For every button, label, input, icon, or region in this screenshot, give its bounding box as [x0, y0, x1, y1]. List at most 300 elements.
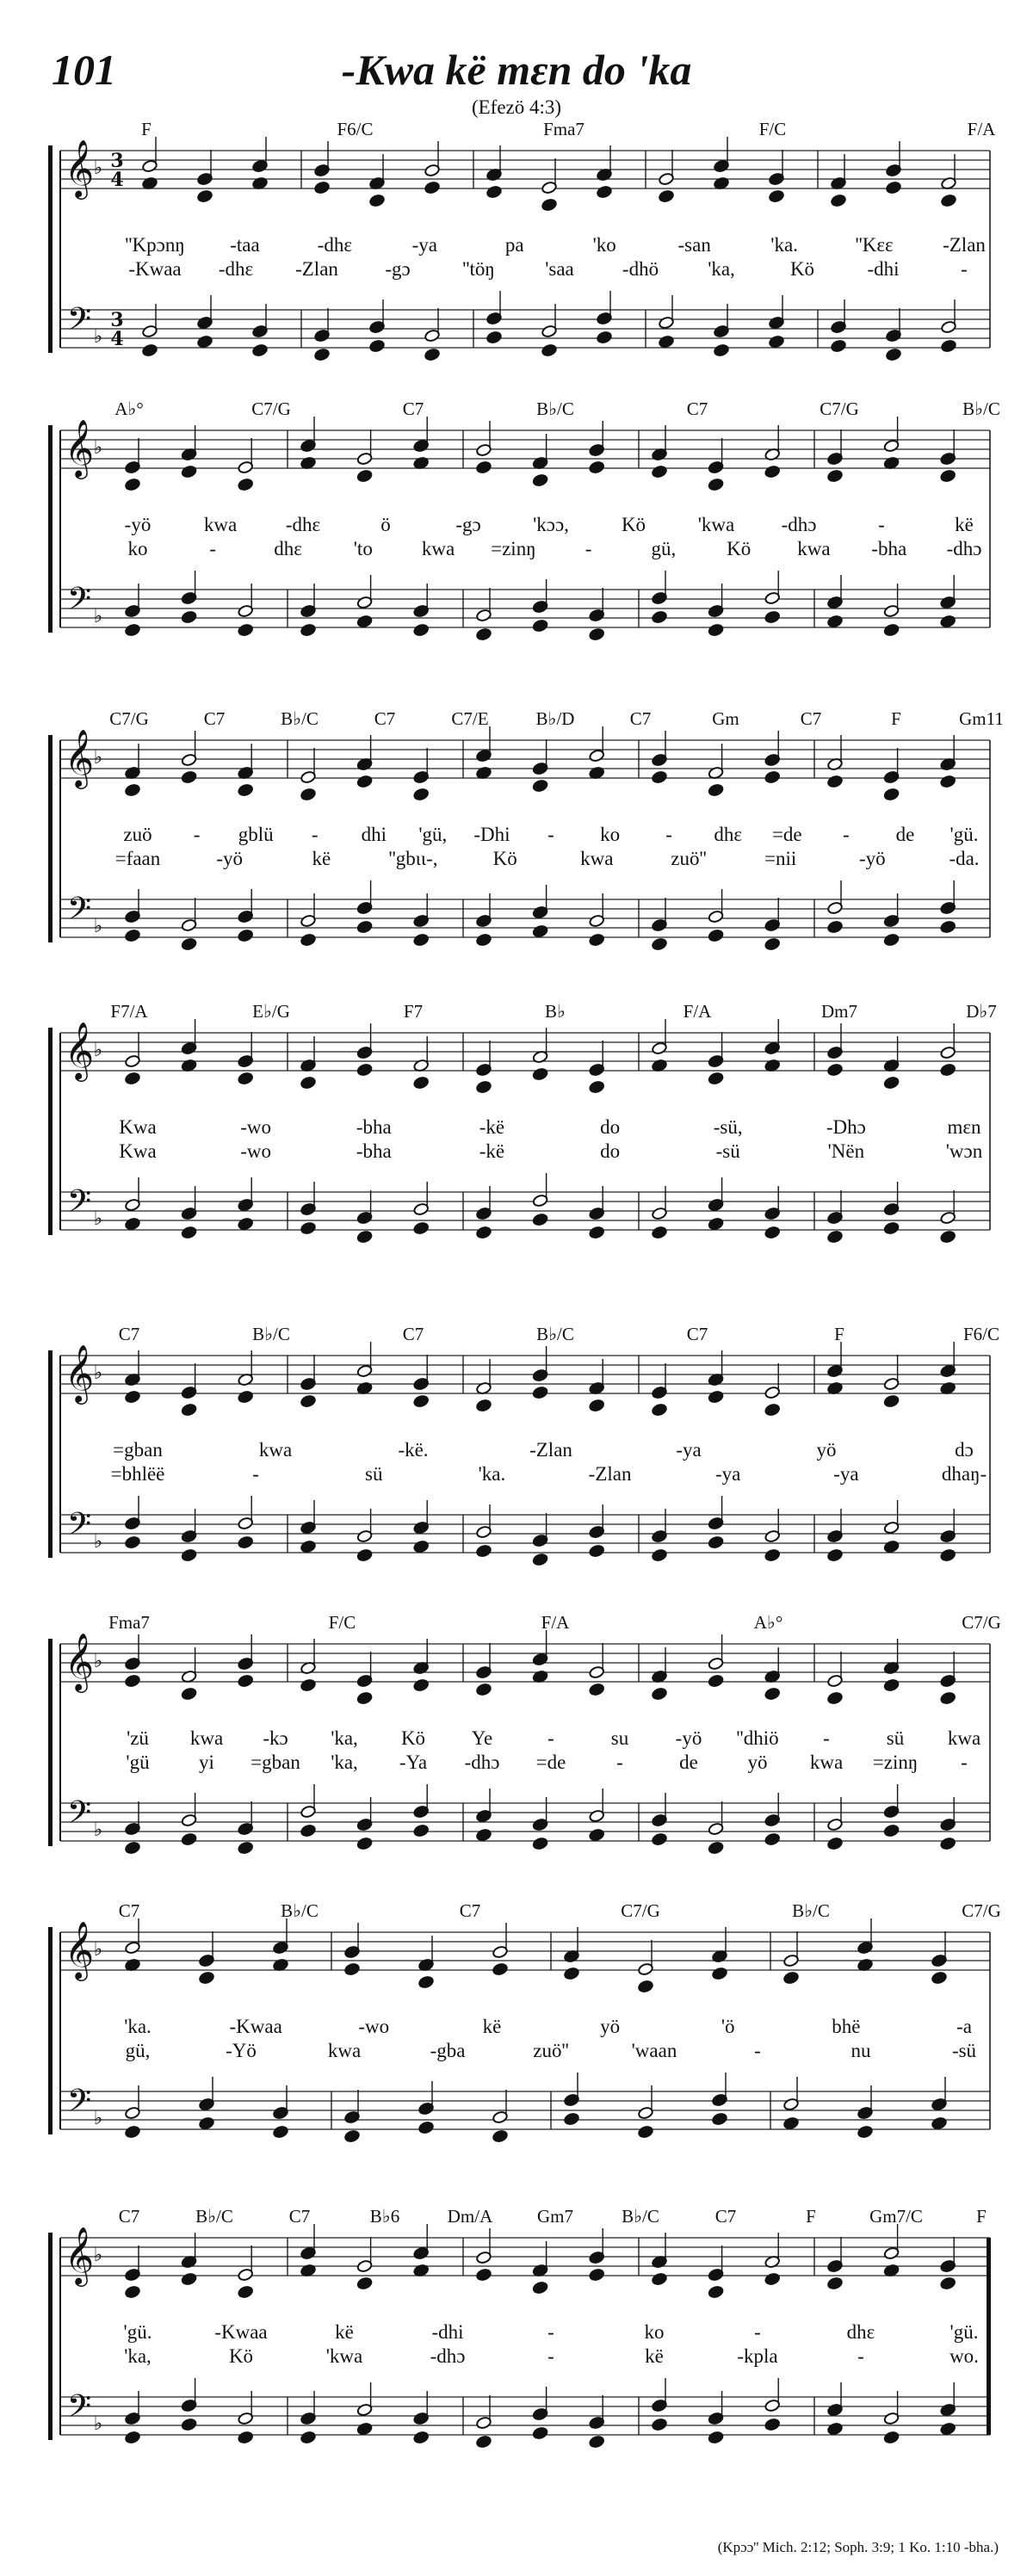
chord-symbol: C7 — [374, 708, 396, 729]
treble-clef-icon: 𝄞 — [64, 2226, 95, 2284]
lyric-verse2: kwa — [797, 538, 831, 559]
lyric-verse1: 'ka. — [770, 234, 798, 256]
bass-clef-icon: 𝄢 — [66, 1183, 92, 1227]
note-head — [356, 1548, 373, 1562]
lyric-verse1: 'ko — [592, 234, 616, 256]
note-head — [827, 920, 844, 934]
lyric-verse1: -Kwaa — [229, 2016, 282, 2037]
chord-symbol: Fma7 — [543, 119, 585, 139]
note-head — [708, 783, 724, 797]
note-head — [764, 770, 781, 784]
lyric-verse2: ''gbɩɩ-, — [388, 848, 438, 869]
note-head — [764, 1226, 781, 1239]
lyric-verse1: -dhɛ — [285, 514, 321, 535]
lyric-verse1: -ya — [411, 234, 438, 256]
note-head — [532, 1067, 548, 1081]
chord-symbol: F7 — [403, 1001, 424, 1022]
chord-symbol: F/A — [541, 1612, 570, 1633]
lyric-verse2: 'kwa — [325, 2345, 363, 2367]
chord-symbol: C7 — [203, 708, 226, 729]
note-head — [369, 194, 386, 207]
note-head — [827, 1230, 844, 1244]
lyric-verse1: =gban — [113, 1439, 163, 1461]
note-head — [940, 1063, 956, 1077]
chord-symbol: B♭ — [545, 1001, 566, 1022]
chord-symbol: B♭/C — [281, 1900, 319, 1921]
lyric-verse1: ''Kɛɛ — [855, 234, 894, 256]
lyric-verse1: -taa — [230, 234, 260, 256]
note-head — [356, 615, 373, 628]
lyric-verse1: -a — [956, 2016, 972, 2037]
lyric-verse2: gü, — [125, 2040, 151, 2061]
lyric-verse1: -Dhɔ — [826, 1116, 866, 1138]
note-head — [940, 1691, 956, 1705]
lyric-verse2: =de — [535, 1751, 566, 1773]
bass-clef-icon: 𝄢 — [66, 1506, 92, 1550]
note-head — [712, 1967, 728, 1980]
lyric-verse2: kë — [312, 848, 331, 869]
system-bracket — [48, 735, 53, 942]
note-head — [424, 348, 441, 361]
lyric-verse2: -gɔ — [385, 258, 411, 280]
lyric-verse1: - — [193, 824, 201, 845]
note-head — [142, 343, 158, 357]
note-head — [886, 181, 902, 195]
chord-symbol: F — [891, 708, 901, 729]
note-head — [476, 1544, 492, 1558]
note-head — [564, 1967, 580, 1980]
lyric-verse1: ''Kpɔnŋ — [125, 234, 185, 256]
treble-clef-icon: 𝄞 — [64, 418, 95, 477]
lyric-verse2: -Zlan — [588, 1463, 632, 1485]
chord-symbol: Gm7/C — [869, 2206, 923, 2227]
chord-symbol: B♭/C — [962, 398, 1000, 419]
note-head — [181, 1832, 197, 1846]
chord-symbol: C7 — [118, 2206, 140, 2227]
note-head — [827, 775, 844, 788]
note-head — [659, 335, 675, 349]
note-head — [413, 623, 430, 637]
note-head — [356, 1063, 373, 1077]
chord-symbol: F — [976, 2206, 987, 2227]
lyric-verse2: 'waan — [631, 2040, 677, 2061]
lyric-verse1: -Dhi — [473, 824, 510, 845]
lyric-verse1: 'ka. — [124, 2016, 152, 2037]
lyric-verse2: sü — [365, 1463, 383, 1485]
note-head — [764, 2272, 781, 2286]
lyric-verse2: - — [252, 1463, 259, 1485]
note-head — [708, 2285, 724, 2299]
lyric-verse2: -bha — [871, 538, 907, 559]
chord-symbol: F/A — [683, 1001, 712, 1022]
chord-symbol: C7 — [118, 1324, 140, 1344]
chord-symbol: B♭/C — [252, 1324, 290, 1344]
flat-sign-icon: ♭ — [93, 1040, 103, 1061]
note-head — [125, 1072, 141, 1085]
lyric-verse1: - — [547, 2321, 554, 2343]
note-head — [532, 2426, 548, 2440]
lyric-verse1: -yö — [675, 1727, 702, 1749]
note-head — [827, 2276, 844, 2290]
scripture-reference: (Efezö 4:3) — [471, 96, 562, 118]
lyric-verse1: -kë. — [398, 1439, 429, 1461]
lyric-verse2: - — [616, 1751, 623, 1773]
lyric-verse1: 'gü. — [949, 2321, 979, 2343]
chord-symbol: C7 — [459, 1900, 481, 1921]
note-head — [476, 1828, 492, 1842]
lyric-verse2: - — [961, 258, 968, 280]
note-head — [125, 2431, 141, 2444]
lyric-verse2: kwa — [809, 1751, 844, 1773]
note-head — [300, 2431, 317, 2444]
note-head — [238, 478, 254, 491]
flat-sign-icon: ♭ — [93, 1819, 103, 1841]
note-head — [125, 2125, 141, 2139]
lyric-verse2: 'gü — [126, 1751, 150, 1773]
note-head — [314, 348, 331, 361]
lyric-verse1: - — [311, 824, 319, 845]
system-bracket — [48, 1639, 53, 1846]
lyric-verse1: 'zü — [127, 1727, 149, 1749]
chord-symbol: F — [141, 119, 152, 139]
note-head — [181, 1687, 197, 1701]
note-head — [708, 1072, 724, 1085]
time-signature-top: 3 — [110, 150, 124, 172]
lyric-verse1: -dhi — [431, 2321, 464, 2343]
note-head — [356, 1691, 373, 1705]
lyric-verse2: -wo — [240, 1140, 272, 1162]
note-head — [652, 1687, 668, 1701]
system-bracket — [48, 145, 53, 353]
system-bracket — [48, 1350, 53, 1558]
note-head — [764, 465, 781, 479]
note-head — [125, 1841, 141, 1855]
note-head — [883, 933, 900, 947]
note-head — [125, 1217, 141, 1231]
lyric-verse2: kwa — [327, 2040, 362, 2061]
note-head — [714, 343, 730, 357]
lyric-verse2: -dhɔ — [946, 538, 982, 559]
note-head — [486, 185, 503, 199]
note-head — [125, 1535, 141, 1549]
chord-symbol: Dm/A — [447, 2206, 493, 2227]
lyric-verse2: -kë — [479, 1140, 505, 1162]
lyric-verse1: -yö — [124, 514, 152, 535]
note-head — [356, 775, 373, 788]
note-head — [125, 1390, 141, 1404]
lyric-verse1: dhɛ — [714, 824, 743, 845]
note-head — [589, 1399, 605, 1412]
lyric-verse2: - — [961, 1751, 968, 1773]
note-head — [940, 2276, 956, 2290]
lyric-verse1: bhë — [832, 2016, 861, 2037]
lyric-verse1: -wo — [358, 2016, 390, 2037]
note-head — [181, 937, 197, 951]
lyric-verse2: -da. — [949, 848, 980, 869]
note-head — [476, 1399, 492, 1412]
note-head — [883, 2431, 900, 2444]
chord-symbol: B♭/C — [536, 398, 574, 419]
chord-symbol: C7/G — [962, 1612, 1001, 1633]
note-head — [197, 335, 213, 349]
note-head — [125, 2285, 141, 2299]
note-head — [708, 623, 724, 637]
note-head — [476, 460, 492, 474]
chord-symbol: B♭/C — [195, 2206, 233, 2227]
note-head — [652, 610, 668, 624]
lyric-verse1: -dhɛ — [317, 234, 353, 256]
note-head — [413, 1678, 430, 1692]
lyric-verse2: Kö — [727, 538, 752, 559]
lyric-verse2: kwa — [421, 538, 455, 559]
lyric-verse1: zuö — [123, 824, 152, 845]
final-barline — [987, 2238, 991, 2435]
lyric-verse2: ''töŋ — [462, 258, 495, 280]
note-head — [252, 343, 269, 357]
note-head — [238, 1841, 254, 1855]
note-head — [589, 627, 605, 641]
lyric-verse2: dhaŋ- — [941, 1463, 987, 1485]
lyric-verse1: ko — [600, 824, 621, 845]
lyric-verse2: - — [547, 2345, 554, 2367]
lyric-verse2: gü, — [651, 538, 677, 559]
lyric-verse2: Kö — [789, 258, 815, 280]
note-head — [125, 1674, 141, 1688]
chord-symbol: F/C — [758, 119, 787, 139]
note-head — [712, 2112, 728, 2126]
lyric-verse2: - — [585, 538, 592, 559]
note-head — [492, 2129, 509, 2143]
note-head — [883, 1540, 900, 1554]
lyric-verse1: -ya — [676, 1439, 702, 1461]
note-head — [764, 2418, 781, 2431]
lyric-verse1: sü — [886, 1727, 905, 1749]
chord-symbol: C7 — [714, 2206, 737, 2227]
flat-sign-icon: ♭ — [93, 158, 103, 179]
hymn-number: 101 — [52, 46, 116, 94]
note-head — [764, 937, 781, 951]
note-head — [532, 924, 548, 938]
note-head — [476, 933, 492, 947]
chord-symbol: F7/A — [110, 1001, 148, 1022]
lyric-verse2: =nii — [764, 848, 797, 869]
lyric-verse1: -bha — [356, 1116, 392, 1138]
note-head — [197, 189, 213, 203]
note-head — [589, 1683, 605, 1696]
lyric-verse1: - — [665, 824, 672, 845]
note-head — [940, 1837, 956, 1850]
lyric-verse1: ö — [380, 514, 391, 535]
lyric-verse2: 'wɔn — [945, 1140, 983, 1162]
note-head — [413, 933, 430, 947]
note-head — [941, 339, 957, 353]
lyric-verse1: mɛn — [947, 1116, 981, 1138]
lyric-verse2: -dhɔ — [464, 1751, 500, 1773]
flat-sign-icon: ♭ — [93, 1208, 103, 1230]
note-head — [413, 2431, 430, 2444]
note-head — [764, 610, 781, 624]
chord-symbol: B♭/C — [536, 1324, 574, 1344]
lyric-verse2: -dhö — [622, 258, 659, 280]
flat-sign-icon: ♭ — [93, 326, 103, 348]
chord-symbol: Gm11 — [959, 708, 1004, 729]
chord-symbol: Dm7 — [821, 1001, 857, 1022]
note-head — [659, 189, 675, 203]
note-head — [532, 473, 548, 487]
lyric-verse1: -Zlan — [943, 234, 986, 256]
lyric-verse1: yö — [600, 2016, 621, 2037]
note-head — [652, 770, 668, 784]
note-head — [238, 1072, 254, 1085]
note-head — [652, 465, 668, 479]
lyric-verse2: -dhɔ — [430, 2345, 466, 2367]
lyric-verse1: su — [610, 1727, 629, 1749]
note-head — [424, 181, 441, 195]
note-head — [238, 1217, 254, 1231]
chord-symbol: A♭° — [753, 1612, 783, 1633]
hymn-title: -Kwa kë mɛn do 'ka — [341, 46, 692, 94]
lyric-verse1: - — [878, 514, 885, 535]
lyric-verse2: Kö — [228, 2345, 254, 2367]
lyric-verse1: - — [843, 824, 850, 845]
lyric-verse1: ko — [644, 2321, 665, 2343]
note-head — [589, 2435, 605, 2449]
chord-symbol: C7/E — [451, 708, 489, 729]
note-head — [941, 194, 957, 207]
lyric-verse2: -sü — [715, 1140, 740, 1162]
note-head — [476, 1080, 492, 1094]
lyric-verse1: kë — [335, 2321, 354, 2343]
note-head — [532, 2281, 548, 2295]
note-head — [940, 2422, 956, 2436]
note-head — [532, 1386, 548, 1399]
flat-sign-icon: ♭ — [93, 1651, 103, 1672]
lyric-verse2: -bha — [356, 1140, 392, 1162]
flat-sign-icon: ♭ — [93, 2108, 103, 2129]
note-head — [764, 1687, 781, 1701]
note-head — [476, 1683, 492, 1696]
flat-sign-icon: ♭ — [93, 916, 103, 937]
lyric-verse2: - — [857, 2345, 864, 2367]
chord-symbol: Gm7 — [537, 2206, 573, 2227]
lyric-verse1: kwa — [189, 1727, 224, 1749]
chord-symbol: C7 — [686, 1324, 708, 1344]
lyric-verse1: -kɔ — [263, 1727, 288, 1749]
lyric-verse1: -Kwaa — [214, 2321, 268, 2343]
treble-clef-icon: 𝄞 — [64, 1021, 95, 1079]
note-head — [125, 623, 141, 637]
note-head — [300, 1221, 317, 1235]
note-head — [344, 2129, 361, 2143]
chord-symbol: C7 — [800, 708, 822, 729]
bass-clef-icon: 𝄢 — [66, 581, 92, 625]
lyric-verse2: 'ka, — [124, 2345, 152, 2367]
note-head — [708, 1674, 724, 1688]
chord-symbol: C7/G — [962, 1900, 1001, 1921]
lyric-verse1: 'ka, — [331, 1727, 358, 1749]
note-head — [125, 929, 141, 942]
note-head — [476, 1226, 492, 1239]
lyric-verse2: kë — [645, 2345, 664, 2367]
lyric-verse2: -Ya — [399, 1751, 428, 1773]
note-head — [413, 1221, 430, 1235]
lyric-verse1: 'gü. — [123, 2321, 152, 2343]
note-head — [883, 1678, 900, 1692]
note-head — [831, 339, 847, 353]
note-head — [413, 1540, 430, 1554]
note-head — [931, 1971, 948, 1985]
note-head — [940, 1548, 956, 1562]
note-head — [652, 1832, 668, 1846]
note-head — [476, 2268, 492, 2282]
lyric-verse2: kwa — [580, 848, 614, 869]
lyric-verse1: kwa — [203, 514, 238, 535]
lyric-verse2: -Yö — [226, 2040, 257, 2061]
note-head — [886, 348, 902, 361]
lyric-verse1: -sü, — [713, 1116, 743, 1138]
note-head — [181, 2418, 197, 2431]
treble-clef-icon: 𝄞 — [64, 1920, 95, 1979]
note-head — [827, 2422, 844, 2436]
bass-clef-icon: 𝄢 — [66, 1795, 92, 1838]
treble-clef-icon: 𝄞 — [64, 1632, 95, 1690]
note-head — [769, 335, 785, 349]
note-head — [652, 1548, 668, 1562]
chord-symbol: B♭/D — [535, 708, 575, 729]
note-head — [769, 189, 785, 203]
note-head — [652, 937, 668, 951]
note-head — [300, 1540, 317, 1554]
lyric-verse2: -kpla — [737, 2345, 778, 2367]
lyric-verse1: -kë — [479, 1116, 505, 1138]
note-head — [783, 2116, 800, 2130]
note-head — [652, 2418, 668, 2431]
lyric-verse1: kwa — [947, 1727, 981, 1749]
note-head — [940, 615, 956, 628]
lyric-verse2: do — [600, 1140, 621, 1162]
chord-symbol: E♭/G — [252, 1001, 290, 1022]
lyric-verse2: - — [209, 538, 217, 559]
lyric-verse1: 'gü, — [418, 824, 448, 845]
system-bracket — [48, 2233, 53, 2440]
note-head — [940, 469, 956, 483]
lyric-verse2: 'saa — [545, 258, 574, 280]
system-bracket — [48, 1927, 53, 2134]
chord-symbol: C7 — [629, 708, 652, 729]
chord-symbol: F6/C — [337, 119, 374, 139]
lyric-verse2: =zinŋ — [872, 1751, 919, 1773]
note-head — [764, 1832, 781, 1846]
note-head — [708, 478, 724, 491]
chord-symbol: C7/G — [820, 398, 859, 419]
lyric-verse1: yö — [816, 1439, 837, 1461]
treble-clef-icon: 𝄞 — [64, 1344, 95, 1402]
lyric-verse2: -ya — [833, 1463, 859, 1485]
chord-symbol: C7 — [686, 398, 708, 419]
treble-clef-icon: 𝄞 — [64, 139, 95, 197]
note-head — [589, 2268, 605, 2282]
lyric-verse2: -yö — [216, 848, 244, 869]
time-signature-bottom: 4 — [110, 328, 124, 350]
lyric-verse2: Kö — [492, 848, 517, 869]
note-head — [883, 788, 900, 801]
lyric-verse1: Ye — [471, 1727, 493, 1749]
note-head — [300, 1678, 317, 1692]
flat-sign-icon: ♭ — [93, 1939, 103, 1961]
lyric-verse1: -gɔ — [455, 514, 481, 535]
lyric-verse1: de — [895, 824, 915, 845]
flat-sign-icon: ♭ — [93, 1362, 103, 1384]
